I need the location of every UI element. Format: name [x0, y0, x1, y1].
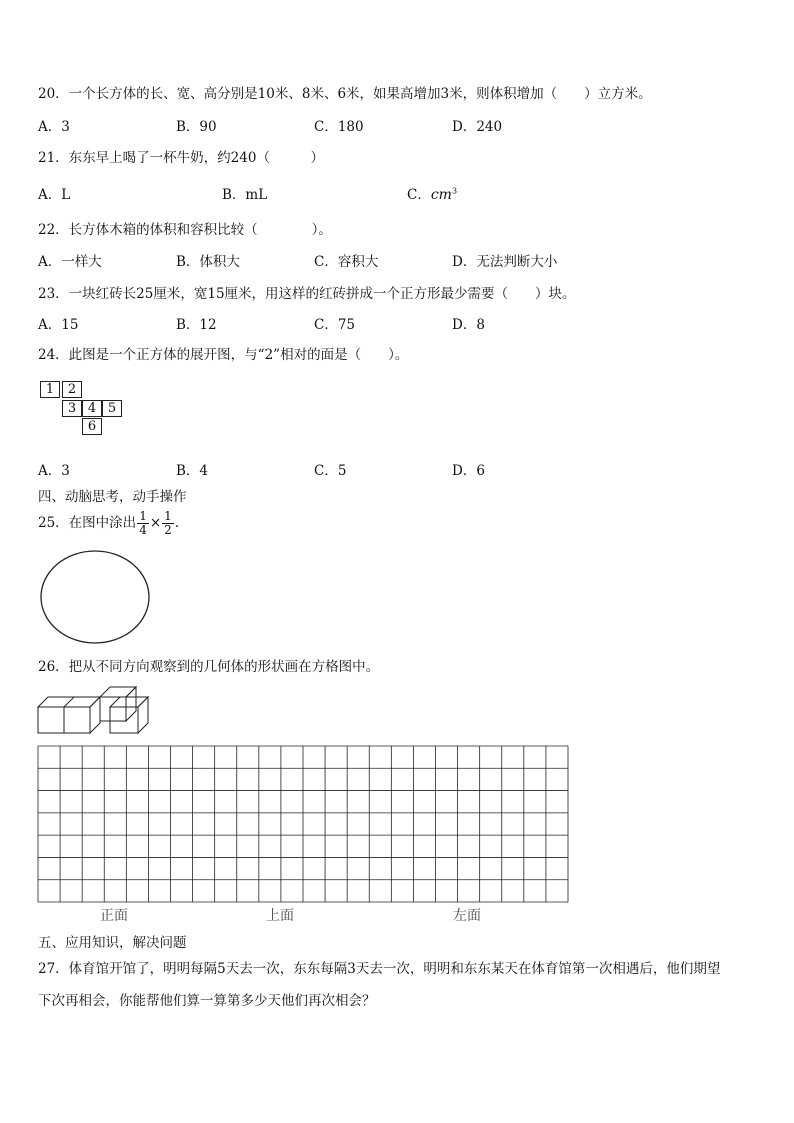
- q23-option-d: D．8: [452, 317, 485, 333]
- q21-option-a: A．L: [38, 187, 71, 203]
- cube-side-3: [138, 697, 148, 733]
- q21-option-c: [407, 183, 457, 203]
- drawing-grid[interactable]: [37, 745, 569, 903]
- q20-text: 20．一个长方体的长、宽、高分别是10米、8米、6米，如果高增加3米，则体积增加（ ）立方米。: [38, 86, 652, 102]
- q20-option-d: D．240: [452, 119, 503, 135]
- grid-label-front: 正面: [100, 908, 128, 924]
- net-cell-3: 3: [62, 400, 82, 417]
- cube-top-side: [126, 687, 136, 721]
- q25-times: ×: [149, 515, 162, 531]
- cube-side-2: [90, 697, 100, 733]
- q23-option-c: C．75: [314, 317, 356, 333]
- q26-text: 26．把从不同方向观察到的几何体的形状画在方格图中。: [38, 659, 380, 675]
- q22-option-c: C．容积大: [314, 254, 379, 270]
- q25-prefix: 25．在图中涂出: [38, 515, 137, 531]
- q21-option-c-exp: 3: [451, 186, 458, 196]
- q24-option-c: C．5: [314, 463, 347, 479]
- section-4-heading: 四、动脑思考，动手操作: [38, 489, 187, 505]
- q25-suffix: .: [174, 515, 180, 531]
- q26-cube-solid-figure: [36, 683, 156, 739]
- grid-label-left: 左面: [453, 908, 481, 924]
- q22-text: 22．长方体木箱的体积和容积比较（ ）。: [38, 222, 332, 238]
- q27-line-1: 27．体育馆开馆了，明明每隔5天去一次，东东每隔3天去一次，明明和东东某天在体育馆第一次相遇后，他们期望: [38, 961, 721, 977]
- q25-fraction-1: [137, 510, 149, 537]
- q22-option-d: D．无法判断大小: [452, 254, 558, 270]
- q24-text: 24．此图是一个正方体的展开图，与“2”相对的面是（ ）。: [38, 347, 409, 363]
- q20-option-a: A．3: [38, 119, 70, 135]
- q25-frac2-num: 1: [164, 509, 172, 523]
- q25-circle-figure[interactable]: [38, 548, 154, 648]
- q21-option-c-label: C．: [407, 187, 431, 203]
- cube-top-front: [100, 697, 126, 721]
- q25-frac2-den: 2: [164, 523, 172, 537]
- cube-net-figure: [40, 381, 140, 437]
- net-cell-1: 1: [40, 381, 60, 398]
- q27-line-2: 下次再相会，你能帮他们算一算第多少天他们再次相会？: [38, 993, 376, 1009]
- q23-option-a: A．15: [38, 317, 79, 333]
- q25-circle[interactable]: [41, 551, 149, 643]
- q24-option-a: A．3: [38, 463, 70, 479]
- q25-frac1-den: 4: [139, 523, 147, 537]
- net-cell-4: 4: [82, 400, 102, 417]
- q22-option-a: A．一样大: [38, 254, 102, 270]
- q25-frac1-num: 1: [139, 509, 147, 523]
- section-5-heading: 五、应用知识，解决问题: [38, 935, 187, 951]
- q21-option-c-unit: cm: [430, 187, 452, 203]
- cube-front-2: [64, 707, 90, 733]
- q24-option-b: B．4: [176, 463, 209, 479]
- q21-option-b: B．mL: [222, 187, 268, 203]
- q20-option-b: B．90: [176, 119, 217, 135]
- net-cell-2: 2: [62, 381, 82, 398]
- cube-edge: [64, 697, 74, 707]
- q20-option-c: C．180: [314, 119, 364, 135]
- q23-option-b: B．12: [176, 317, 217, 333]
- q24-option-d: D．6: [452, 463, 485, 479]
- cube-front-3: [110, 707, 138, 733]
- q22-option-b: B．体积大: [176, 254, 240, 270]
- q23-text: 23．一块红砖长25厘米，宽15厘米，用这样的红砖拼成一个正方形最少需要（ ）块。: [38, 286, 576, 302]
- q21-text: 21．东东早上喝了一杯牛奶，约240（ ）: [38, 150, 324, 166]
- net-cell-6: 6: [82, 418, 102, 435]
- q25-fraction-2: [162, 510, 174, 537]
- net-cell-5: 5: [102, 400, 122, 417]
- cube-front-1: [38, 707, 64, 733]
- grid-label-top: 上面: [266, 908, 294, 924]
- q25-text: [38, 506, 179, 540]
